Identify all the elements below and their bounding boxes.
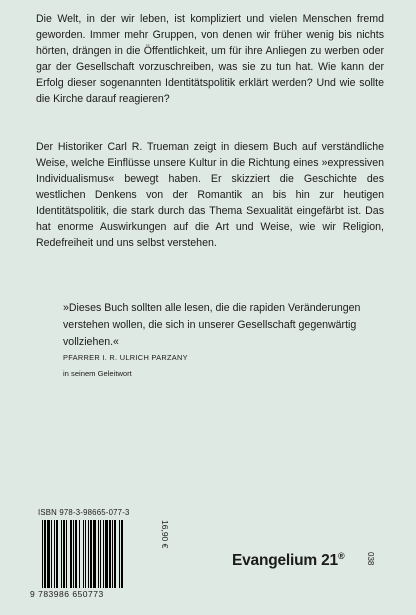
endorsement-source: in seinem Geleitwort	[63, 369, 132, 378]
endorsement-quote: »Dieses Buch sollten alle lesen, die die rapiden Veränderungen verstehen wollen, die sich in unserer Gesellschaft gegenwärtig vollziehen.«	[63, 302, 361, 348]
isbn-label: ISBN 978-3-98665-077-3	[38, 508, 130, 517]
catalog-code	[365, 552, 377, 576]
publisher-mark: ®	[337, 551, 345, 561]
endorsement-author: PFARRER I. R. ULRICH PARZANY	[63, 353, 188, 362]
barcode-digits: 9 783986 650773	[30, 589, 104, 599]
publisher-logo	[232, 552, 344, 570]
catalog-code-text: 038	[366, 552, 375, 566]
publisher-name: Evangelium 21	[232, 552, 338, 569]
barcode-image	[42, 520, 146, 588]
blurb-paragraph-1: Die Welt, in der wir leben, ist kompliziert und vielen Menschen fremd geworden. Immer mehr Gruppen, von denen wir früher wenig bis nichts hörten, drängen in die Öffentlichkeit, um für ihre Anliegen zu werben oder gar der Gesellschaft vorzuschreiben, was sie zu tun hat. Wie kann der Erfolg dieser sogenannten Identitätspolitik erklärt werden? Und wie sollte die Kirche darauf reagieren?	[36, 13, 384, 105]
blurb-paragraph-2: Der Historiker Carl R. Trueman zeigt in diesem Buch auf verständliche Weise, welche Einflüsse unsere Kultur in die Richtung eines »expressiven Individualismus« bewegt haben. Er skizziert die Geschichte des westlichen Denkens von der Romantik an bis hin zur heutigen Identitätspolitik, die stark durch das Thema Sexualität eingefärbt ist. Das hat enorme Auswirkungen auf die Art und Weise, wie wir Religion, Redefreiheit und uns selbst verstehen.	[36, 141, 384, 249]
price-label	[158, 520, 172, 580]
price-text: 16,90 €	[160, 520, 170, 549]
